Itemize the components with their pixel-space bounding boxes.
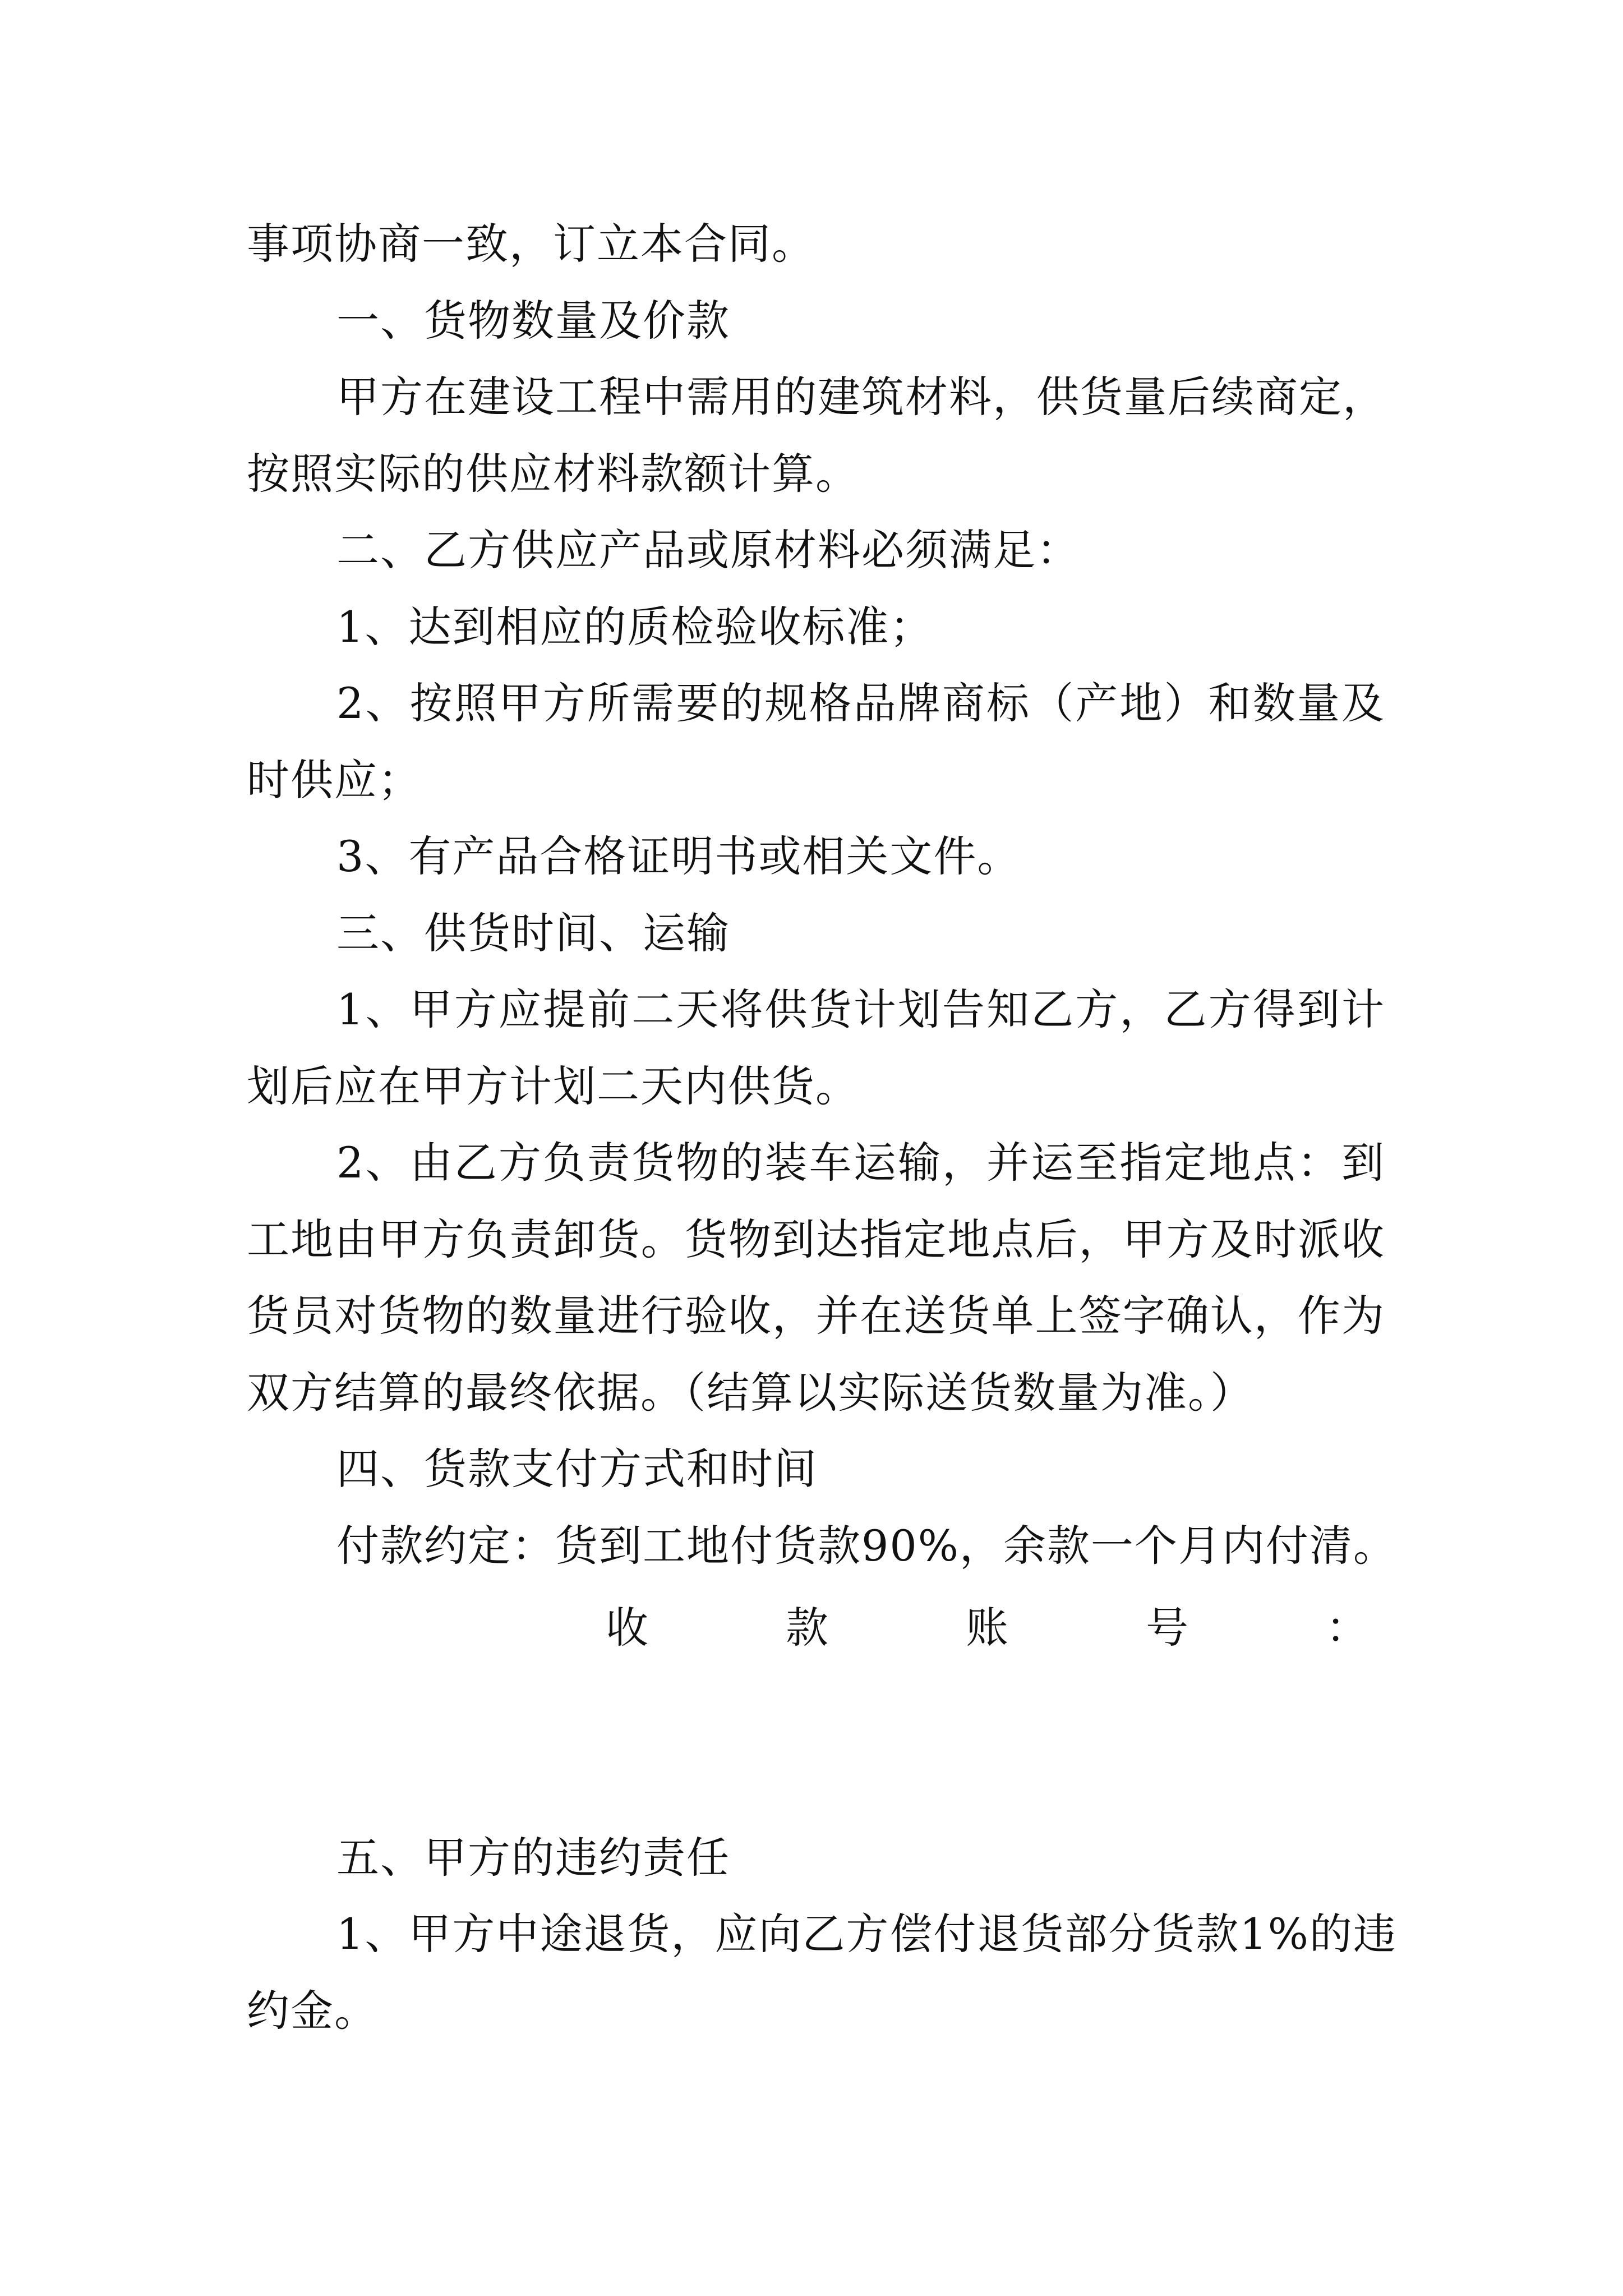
section-heading: 二、乙方供应产品或原材料必须满足： (336, 525, 1080, 575)
section-heading: 五、甲方的违约责任 (336, 1833, 730, 1883)
list-item: 1、甲方应提前二天将供货计划告知乙方，乙方得到计 (336, 984, 1385, 1034)
account-label-char: 账 (966, 1603, 1008, 1653)
paragraph-line: 划后应在甲方计划二天内供货。 (247, 1061, 859, 1111)
paragraph-line: 甲方在建设工程中需用的建筑材料，供货量后续商定， (336, 372, 1386, 422)
section-heading: 一、货物数量及价款 (336, 296, 730, 346)
account-label-char: 款 (786, 1603, 828, 1653)
paragraph-line: 事项协商一致，订立本合同。 (247, 219, 815, 269)
list-item: 2、由乙方负责货物的装车运输，并运至指定地点：到 (336, 1138, 1385, 1188)
paragraph-line: 付款约定：货到工地付货款90%，余款一个月内付清。 (336, 1521, 1397, 1571)
paragraph-line: 工地由甲方负责卸货。货物到达指定地点后，甲方及时派收 (247, 1214, 1385, 1264)
paragraph-line: 按照实际的供应材料款额计算。 (247, 449, 859, 499)
list-item: 2、按照甲方所需要的规格品牌商标（产地）和数量及 (336, 678, 1385, 728)
section-heading: 四、货款支付方式和时间 (336, 1444, 818, 1494)
paragraph-line: 双方结算的最终依据。（结算以实际送货数量为准。） (247, 1368, 1254, 1418)
section-heading: 三、供货时间、运输 (336, 908, 730, 958)
account-label-char: 收 (606, 1603, 648, 1653)
list-item: 1、达到相应的质检验收标准； (336, 602, 934, 652)
account-label-char: 号 (1146, 1603, 1188, 1653)
list-item: 3、有产品合格证明书或相关文件。 (336, 831, 1021, 881)
list-item: 1、甲方中途退货，应向乙方偿付退货部分货款1%的违 (336, 1909, 1397, 1959)
account-number-label (606, 1600, 1368, 1656)
paragraph-line: 货员对货物的数量进行验收，并在送货单上签字确认，作为 (247, 1291, 1385, 1341)
paragraph-line: 约金。 (247, 1986, 378, 2036)
paragraph-line: 时供应； (247, 755, 422, 805)
account-label-char: ： (1326, 1603, 1368, 1653)
